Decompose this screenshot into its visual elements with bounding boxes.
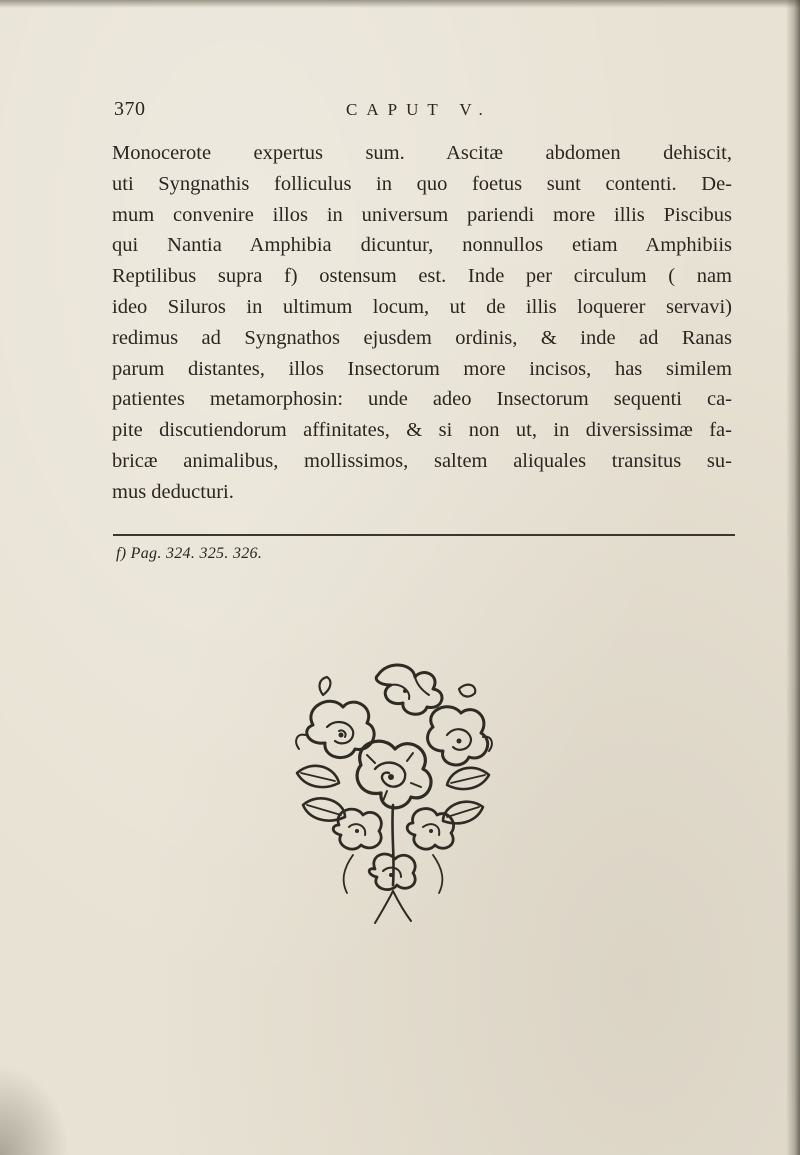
- text-line: ideo Siluros in ultimum locum, ut de illis loquerer servavi): [112, 295, 732, 318]
- text-line: uti Syngnathis folliculus in quo foetus sunt contenti. De-: [112, 172, 732, 195]
- text-line: patientes metamorphosin: unde adeo Insectorum sequenti ca-: [112, 388, 732, 411]
- page-right-edge: [786, 0, 800, 1155]
- chapter-title: CAPUT V.: [346, 100, 492, 119]
- text-line: Monocerote expertus sum. Ascitæ abdomen dehiscit,: [112, 142, 732, 164]
- text-line: mum convenire illos in universum pariendi more illis Piscibus: [112, 203, 732, 226]
- body-text: [112, 138, 732, 508]
- running-head: [114, 98, 734, 128]
- page-stain: [0, 1065, 70, 1155]
- text-line: parum distantes, illos Insectorum more incisos, has similem: [112, 357, 732, 380]
- footnote-rule: [113, 534, 735, 536]
- text-line: bricæ animalibus, mollissimos, saltem aliquales transitus su-: [112, 449, 732, 472]
- floral-tailpiece-icon: [283, 655, 503, 935]
- page-number: 370: [114, 98, 146, 120]
- footnote: f) Pag. 324. 325. 326.: [116, 545, 263, 562]
- page-top-shadow: [0, 0, 800, 8]
- text-line: qui Nantia Amphibia dicuntur, nonnullos etiam Amphibiis: [112, 234, 732, 257]
- text-line: Reptilibus supra f) ostensum est. Inde per circulum ( nam: [112, 265, 732, 288]
- text-line: mus deducturi.: [112, 480, 234, 503]
- text-line: pite discutiendorum affinitates, & si non ut, in diversissimæ fa-: [112, 419, 732, 442]
- text-line: redimus ad Syngnathos ejusdem ordinis, & inde ad Ranas: [112, 326, 732, 349]
